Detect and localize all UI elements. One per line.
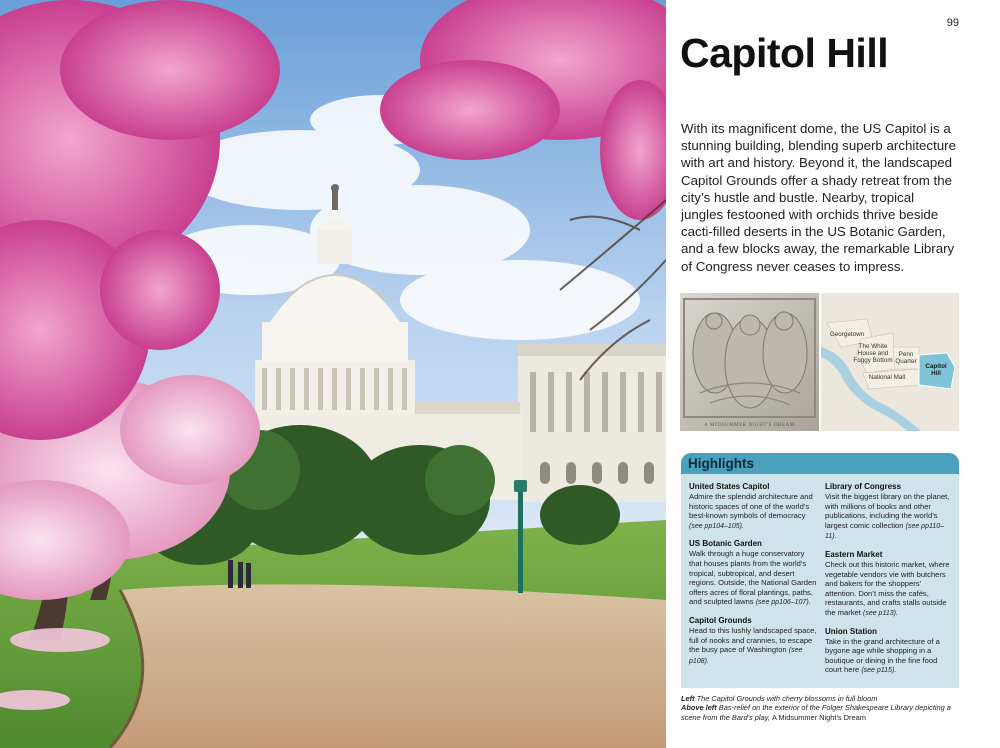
highlight-description: Take in the grand architecture of a bygone age while shopping in a boutique or dining in the fine food court here (see p115). [825,636,940,675]
folger-relief-image [680,293,819,431]
page-title: Capitol Hill [680,30,889,76]
highlight-page-ref: (see pp104–105). [689,522,744,530]
highlight-description: Admire the splendid architecture and historic spaces of one of the world’s best-known symbols of democracy (see pp104–105). [689,492,813,530]
highlight-name: Library of Congress [825,482,902,491]
highlight-name: Union Station [825,626,877,636]
page-number: 99 [946,17,959,29]
highlight-name: US Botanic Garden [689,539,762,549]
highlight-description: Check out this historic market, where vegetable vendors vie with butchers and bakers for the shoppers’ attention. Don’t miss the cafés, restaurants, and crafts stalls outside the market (see p113). [825,559,950,617]
highlights-left-column [689,482,817,674]
highlight-page-ref: (see p108). [689,647,803,665]
relief-inscription: A MIDSUMMER NIGHT'S DREAM [704,423,795,428]
locator-map [821,293,959,431]
highlight-name: United States Capitol [689,482,770,491]
highlight-description: Walk through a huge conservatory that houses plants from the world’s tropical, subtropical, and desert regions. Outside, the National Garden offers acres of floral plantings, paths, and sculpted lawns (see pp106–107). [689,549,817,607]
caption-left: Left The Capitol Grounds with cherry blossoms in full bloom [681,694,878,703]
highlights-heading: Highlights [681,453,959,474]
highlight-item [689,616,817,666]
highlight-name: Eastern Market [825,549,883,559]
highlights-panel [681,453,959,688]
map-label-georgetown: Georgetown [829,331,865,338]
highlight-description: Visit the biggest library on the planet, with millions of books and other publications, including the world’s largest comic collection (see pp110–11). [825,492,950,541]
photo-captions [681,694,971,722]
map-label-national-mall: National Mall [868,374,906,381]
highlight-name: Capitol Grounds [689,615,752,625]
highlight-item [825,627,953,676]
map-label-white-house: The White House and Foggy Bottom [853,343,893,364]
highlight-item [689,482,817,531]
map-label-capitol-hill: Capitol Hill [925,363,947,377]
highlight-item [689,539,817,608]
highlight-page-ref: (see pp110–11). [825,522,945,541]
highlight-description: Head to this lushly landscaped space, full of nooks and crannies, to escape the busy pace of Washington (see p108). [689,625,817,665]
highlight-item [825,550,953,619]
caption-above-left: Above left Bas-relief on the exterior of the Folger Shakespeare Library depicting a scene from the Bard’s play, A Midsummer Night’s Dream [681,703,951,722]
highlight-item [825,482,953,542]
highlight-page-ref: (see p115). [861,667,897,675]
map-label-penn-quarter: Penn Quarter [895,351,917,365]
intro-paragraph: With its magnificent dome, the US Capitol is a stunning building, blending superb architecture with art and history. Beyond it, the landscaped Capitol Grounds offer a shady retreat from the city’s hustle and bustle. Nearby, tropical jungles festooned with orchids thrive beside cacti-filled deserts in the US Botanic Garden, and a few blocks away, the remarkable Library of Congress never ceases to impress. [681,121,956,274]
highlights-right-column [825,482,953,684]
highlight-page-ref: (see pp106–107). [755,599,811,607]
highlight-page-ref: (see p113). [863,609,898,617]
